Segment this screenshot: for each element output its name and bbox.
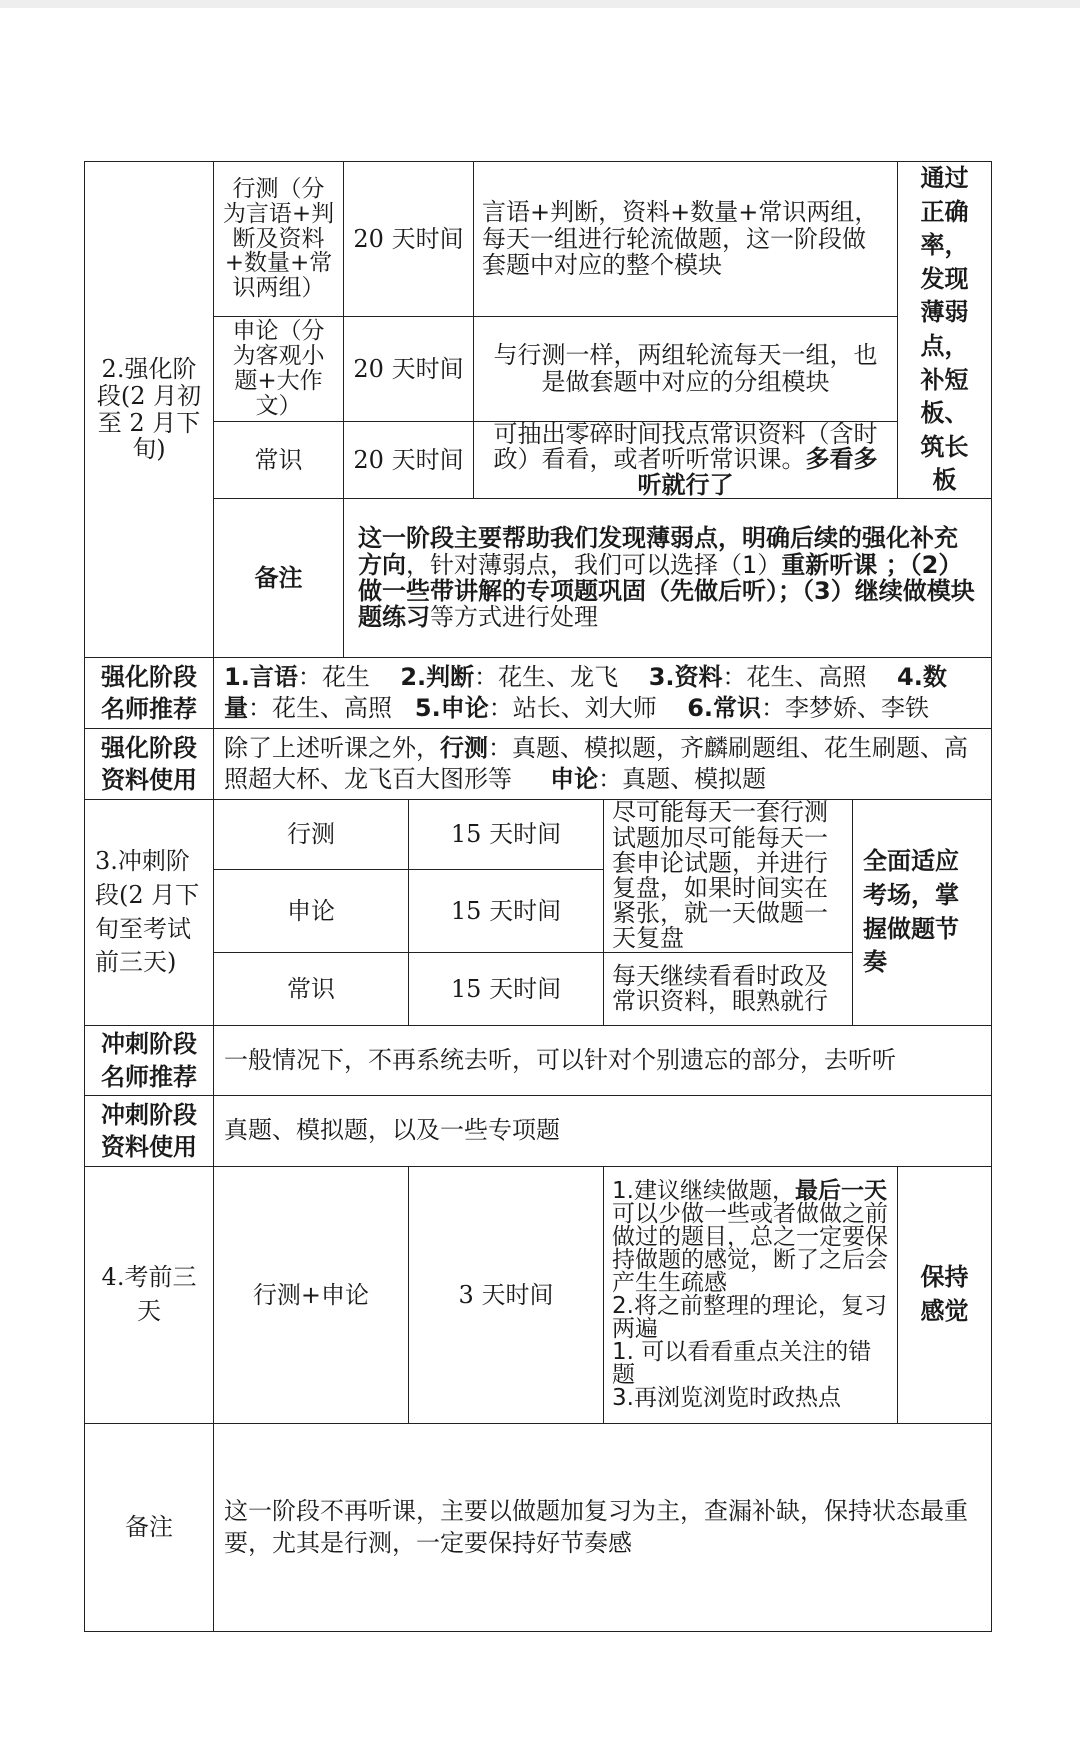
stage2-duration-xingce: 20 天时间 — [343, 161, 474, 317]
stage4-label: 4.考前三天 — [84, 1166, 214, 1424]
stage2-duration-shenlun: 20 天时间 — [343, 316, 474, 422]
stage2-goal: 通过正确率，发现薄弱点，补短板、筑长板 — [897, 161, 992, 499]
stage3-teachers-content: 一般情况下，不再系统去听，可以针对个别遗忘的部分，去听听 — [213, 1025, 992, 1096]
stage3-subject-changshi: 常识 — [213, 952, 409, 1026]
stage2-note-label: 备注 — [213, 498, 344, 658]
stage3-materials-label: 冲刺阶段资料使用 — [84, 1095, 214, 1167]
stage2-subject-xingce: 行测（分为言语+判断及资料+数量+常识两组） — [213, 161, 344, 317]
stage2-content-shenlun: 与行测一样，两组轮流每天一组，也是做套题中对应的分组模块 — [473, 316, 898, 422]
stage4-subject: 行测+申论 — [213, 1166, 409, 1424]
stage3-subject-shenlun: 申论 — [213, 869, 409, 953]
stage2-teachers-label: 强化阶段名师推荐 — [84, 657, 214, 729]
stage3-teachers-label: 冲刺阶段名师推荐 — [84, 1025, 214, 1096]
stage2-content-changshi: 可抽出零碎时间找点常识资料（含时政）看看，或者听听常识课。多看多听就行了 — [473, 421, 898, 499]
stage3-content-changshi: 每天继续看看时政及常识资料，眼熟就行 — [603, 952, 853, 1026]
stage4-duration: 3 天时间 — [408, 1166, 604, 1424]
stage2-label: 2.强化阶段(2 月初至 2 月下旬) — [84, 161, 214, 658]
stage3-label: 3.冲刺阶段(2 月下旬至考试前三天) — [84, 799, 214, 1026]
stage3-duration-shenlun: 15 天时间 — [408, 869, 604, 953]
stage3-duration-changshi: 15 天时间 — [408, 952, 604, 1026]
stage2-subject-shenlun: 申论（分为客观小题+大作文） — [213, 316, 344, 422]
stage3-goal: 全面适应考场，掌握做题节奏 — [852, 799, 992, 1026]
stage2-content-xingce: 言语+判断，资料+数量+常识两组，每天一组进行轮流做题，这一阶段做套题中对应的整个模块 — [473, 161, 898, 317]
stage2-materials-content: 除了上述听课之外，行测：真题、模拟题，齐麟刷题组、花生刷题、高照超大杯、龙飞百大图形等 申论：真题、模拟题 — [213, 728, 992, 800]
study-plan-table — [84, 161, 992, 1632]
top-strip — [0, 0, 1080, 8]
stage2-teachers-content: 1.言语：花生 2.判断：花生、龙飞 3.资料：花生、高照 4.数量：花生、高照 5.申论：站长、刘大师 6.常识：李梦娇、李铁 — [213, 657, 992, 729]
stage2-note-content: 这一阶段主要帮助我们发现薄弱点，明确后续的强化补充方向，针对薄弱点，我们可以选择（1）重新听课 ；（2）做一些带讲解的专项题巩固（先做后听）；（3）继续做模块题练习等方式进行处理 — [343, 498, 992, 658]
stage3-duration-xingce: 15 天时间 — [408, 799, 604, 870]
stage4-content: 1.建议继续做题，最后一天可以少做一些或者做做之前做过的题目，总之一定要保持做题的感觉，断了之后会产生生疏感 2.将之前整理的理论，复习两遍 1. 可以看看重点关注的错题 3.再浏览浏览时政热点 — [603, 1166, 898, 1424]
stage3-materials-content: 真题、模拟题，以及一些专项题 — [213, 1095, 992, 1167]
stage2-subject-changshi: 常识 — [213, 421, 344, 499]
stage3-content-main: 尽可能每天一套行测试题加尽可能每天一套申论试题，并进行复盘，如果时间实在紧张，就一天做题一天复盘 — [603, 799, 853, 953]
stage4-note-content: 这一阶段不再听课，主要以做题加复习为主，查漏补缺，保持状态最重要，尤其是行测，一定要保持好节奏感 — [213, 1423, 992, 1632]
stage3-subject-xingce: 行测 — [213, 799, 409, 870]
stage2-materials-label: 强化阶段资料使用 — [84, 728, 214, 800]
stage2-duration-changshi: 20 天时间 — [343, 421, 474, 499]
stage4-goal: 保持感觉 — [897, 1166, 992, 1424]
stage4-note-label: 备注 — [84, 1423, 214, 1632]
